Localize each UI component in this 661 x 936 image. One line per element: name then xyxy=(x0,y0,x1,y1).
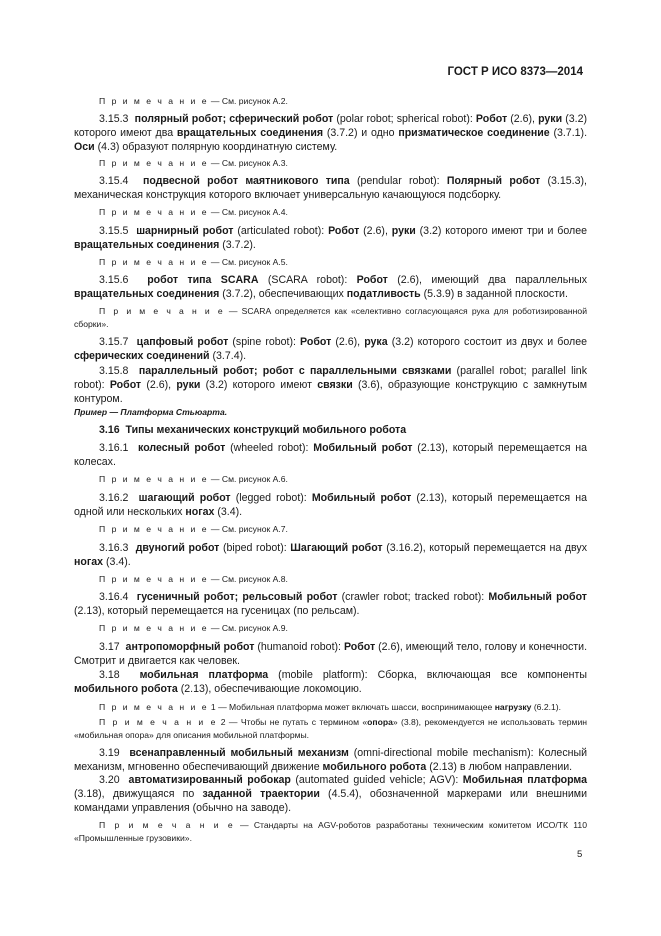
note: П р и м е ч а н и е 2 — Чтобы не путать с термином «опора» (3.8), рекомендуется не использовать термин «мобильная опора» для описания мобильной платформы. xyxy=(74,717,587,740)
note: П р и м е ч а н и е — См. рисунок А.9. xyxy=(99,623,288,633)
term-3-15-7: 3.15.7 цапфовый робот (spine robot): Робот (2.6), рука (3.2) которого состоит из двух и более сферических соединений (3.7.4). xyxy=(74,336,587,363)
term-3-15-8: 3.15.8 параллельный робот; робот с параллельными связками (parallel robot; parallel link robot): Робот (2.6), руки (3.2) которого имеют связки (3.6), образующие конструкцию с замкнутым контуром. xyxy=(74,365,588,406)
term-3-16-2: 3.16.2 шагающий робот (legged robot): Мобильный робот (2.13), который перемещается на одной или нескольких ногах (3.4). xyxy=(74,492,587,519)
term-3-15-5: 3.15.5 шарнирный робот (articulated robot): Робот (2.6), руки (3.2) которого имеют три и более вращательных соединения (3.7.2). xyxy=(74,225,588,252)
note: П р и м е ч а н и е — См. рисунок А.4. xyxy=(99,207,288,217)
document-header: ГОСТ Р ИСО 8373—2014 xyxy=(447,66,583,78)
term-3-16-3: 3.16.3 двуногий робот (biped robot): Шагающий робот (3.16.2), который перемещается на двух ногах (3.4). xyxy=(74,542,588,569)
term-3-15-4: 3.15.4 подвесной робот маятникового типа (pendular robot): Полярный робот (3.15.3), механическая конструкция которого включает универсальную качающуюся подсборку. xyxy=(74,175,587,202)
note: П р и м е ч а н и е — См. рисунок А.8. xyxy=(99,574,288,584)
note: П р и м е ч а н и е — См. рисунок А.3. xyxy=(99,158,288,168)
term-3-18: 3.18 мобильная платформа (mobile platform): Сборка, включающая все компоненты мобильного робота (2.13), обеспечивающие локомоцию. xyxy=(74,669,587,696)
note: П р и м е ч а н и е — См. рисунок А.5. xyxy=(99,257,288,267)
term-3-17: 3.17 антропоморфный робот (humanoid robot): Робот (2.6), имеющий тело, голову и конечности. Смотрит и двигается как человек. xyxy=(74,641,588,668)
section-3-16: 3.16 Типы механических конструкций мобильного робота xyxy=(99,424,407,436)
example: Пример — Платформа Стьюарта. xyxy=(74,407,228,417)
note: П р и м е ч а н и е — Стандарты на AGV-роботов разработаны техническим комитетом ИСО/ТК 110 «Промышленные грузовики». xyxy=(74,820,587,843)
term-3-15-6: 3.15.6 робот типа SCARA (SCARA robot): Робот (2.6), имеющий два параллельных вращательных соединения (3.7.2), обеспечивающих податливость (5.3.9) в заданной плоскости. xyxy=(74,274,587,301)
note: П р и м е ч а н и е — См. рисунок А.6. xyxy=(99,474,288,484)
note: П р и м е ч а н и е — См. рисунок А.7. xyxy=(99,524,288,534)
note: П р и м е ч а н и е 1 — Мобильная платформа может включать шасси, воспринимающее нагрузку (6.2.1). xyxy=(99,702,562,712)
term-3-16-4: 3.16.4 гусеничный робот; рельсовый робот (crawler robot; tracked robot): Мобильный робот (2.13), который перемещается на гусеницах (по рельсам). xyxy=(74,591,587,618)
term-3-15-3: 3.15.3 полярный робот; сферический робот (polar robot; spherical robot): Робот (2.6), руки (3.2) которого имеют два вращательных соединения (3.7.2) и одно призматическое соединение (3.7.1). Оси (4.3) образуют полярную координатную систему. xyxy=(74,113,588,154)
term-3-20: 3.20 автоматизированный робокар (automated guided vehicle; AGV): Мобильная платформа (3.18), движущаяся по заданной траектории (4.5.4), обозначенной маркерами или внешними командами управления (обычно на заводе). xyxy=(74,774,588,815)
note: П р и м е ч а н и е — SCARA определяется как «селективно согласующаяся рука для роботизированной сборки». xyxy=(74,306,587,329)
term-3-16-1: 3.16.1 колесный робот (wheeled robot): Мобильный робот (2.13), который перемещается на колесах. xyxy=(74,442,587,469)
term-3-19: 3.19 всенаправленный мобильный механизм (omni-directional mobile mechanism): Колесный механизм, мгновенно обеспечивающий движение мобильного робота (2.13) в любом направлении. xyxy=(74,747,587,774)
note: П р и м е ч а н и е — См. рисунок А.2. xyxy=(99,96,288,106)
page-number: 5 xyxy=(577,849,583,860)
